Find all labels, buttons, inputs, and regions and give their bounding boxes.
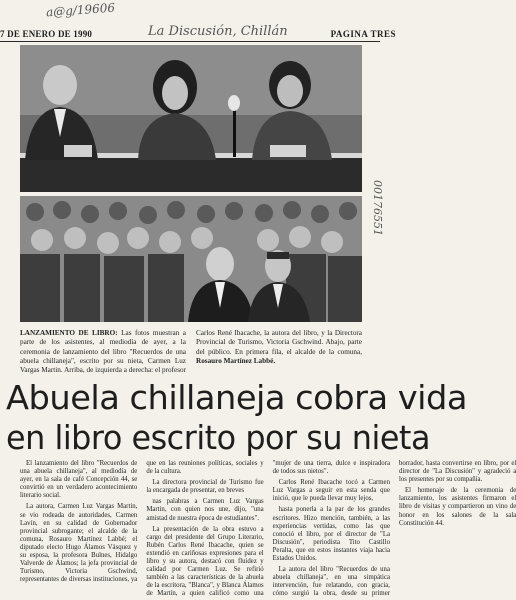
body-paragraph: El lanzamiento del libro "Recuerdos de una abuela chillaneja", al mediodía de ayer, en la sala de café Concepción 44, se convirtió en un verdadero acontecimiento literario social. — [20, 460, 138, 500]
photo-audience — [20, 196, 362, 322]
body-paragraph: La autora, Carmen Luz Vargas Martin, se vio rodeada de autoridades, Carmen Lavín, en su calidad de Gobernador provincial subrogante; el alcalde de la comuna, Rosauro Martínez Labbé; el diputado electo Hugo Álamos Vásquez y su esposa, la profesora Bulnes, Hidalgo Valverde de Álamos; la jefa provincial de Turismo, Victoria Gschwind, representantes de diversas instituciones, ya que en las reuniones políticas, sociales y de la cultura. — [20, 460, 264, 584]
newspaper-name-handwritten: La Discusión, Chillán — [148, 24, 288, 39]
body-paragraph: Carlos René Ibacache tocó a Carmen Luz Vargas a seguir en esta senda que inició, que le pueda llevar muy lejos, — [272, 479, 390, 503]
page-number: PAGINA TRES — [330, 29, 396, 39]
headline-line-1: Abuela chillaneja cobra vida — [6, 378, 467, 417]
header-rule — [0, 41, 380, 42]
body-paragraph: nas palabras a Carmen Luz Vargas Martin, con quien nos une, dijo, "una amistad de nuestra época de estudiantes". — [146, 498, 264, 522]
archive-reference-handwritten: a@g/19606 — [45, 0, 116, 20]
caption-lead: LANZAMIENTO DE LIBRO: — [20, 329, 118, 337]
body-paragraph: La autora del libro "Recuerdos de una abuela chillaneja", en una simpática intervención, fue relatando, con gracia, cómo surgió la obra, desde su primer borrador, hasta convertirse en libro, por el director de "La Discusión" y agradeció a los presentes por su compañía. — [272, 460, 516, 598]
archive-code-handwritten: 00176551 — [371, 180, 384, 236]
body-paragraph: La presentación de la obra estuvo a cargo del presidente del Grupo Literario, Rubén Carlos René Ibacache, quien se extendió en cariñosas expresiones para el libro y su autora, destacó con fluidez y calidad por Carmen Luz. Se refirió también a las características de la abuela de la escritora, "Blanca", y Blanca Álamos de Martín, a quien calificó como una "mujer de una tierra, dulce e inspiradora de todos sus nietos". — [146, 460, 390, 598]
photo-caption — [20, 329, 362, 375]
photo-presidium — [20, 45, 362, 192]
body-paragraph: La directora provincial de Turismo fue la encargada de presentar, en breves — [146, 479, 264, 495]
body-paragraph: El homenaje de la ceremonia de lanzamiento, los asistentes firmaron el libro de visitas y compartieron un vino de honor en los salones de la sala Constitución 44. — [398, 487, 516, 527]
photo-audience-image — [20, 196, 362, 322]
headline-line-2: en libro escrito por su nieta — [6, 418, 430, 457]
caption-text: Las fotos muestran a parte de los asistentes, al mediodía de ayer, a la ceremonia de lanzamiento del libro "Recuerdos de una abuela chillaneja", escrito por su nieta, Carmen Luz Vargas Martin. Arriba, de izquierda a derecha: el profesor Carlos René Ibacache, la autora del libro, y la Directora Provincial de Turismo, Victoria Gschwind. Abajo, parte del público. En primera fila, el alcalde de la comuna, — [20, 329, 362, 375]
body-paragraph: hasta ponerla a la par de los grandes escritores. Hizo mención, también, a las experiencias vertidas, como las que conoció el libro, por el director de "La Discusión", periodista Tito Castillo Peralta, que en estos instantes viaja hacia Estados Unidos. — [272, 506, 390, 563]
page-header — [0, 0, 402, 42]
issue-date: 7 DE ENERO DE 1990 — [0, 29, 93, 39]
photo-presidium-image — [20, 45, 362, 192]
article-body — [20, 460, 516, 600]
caption-bold-name: Rosauro Martínez Labbé. — [196, 356, 276, 365]
